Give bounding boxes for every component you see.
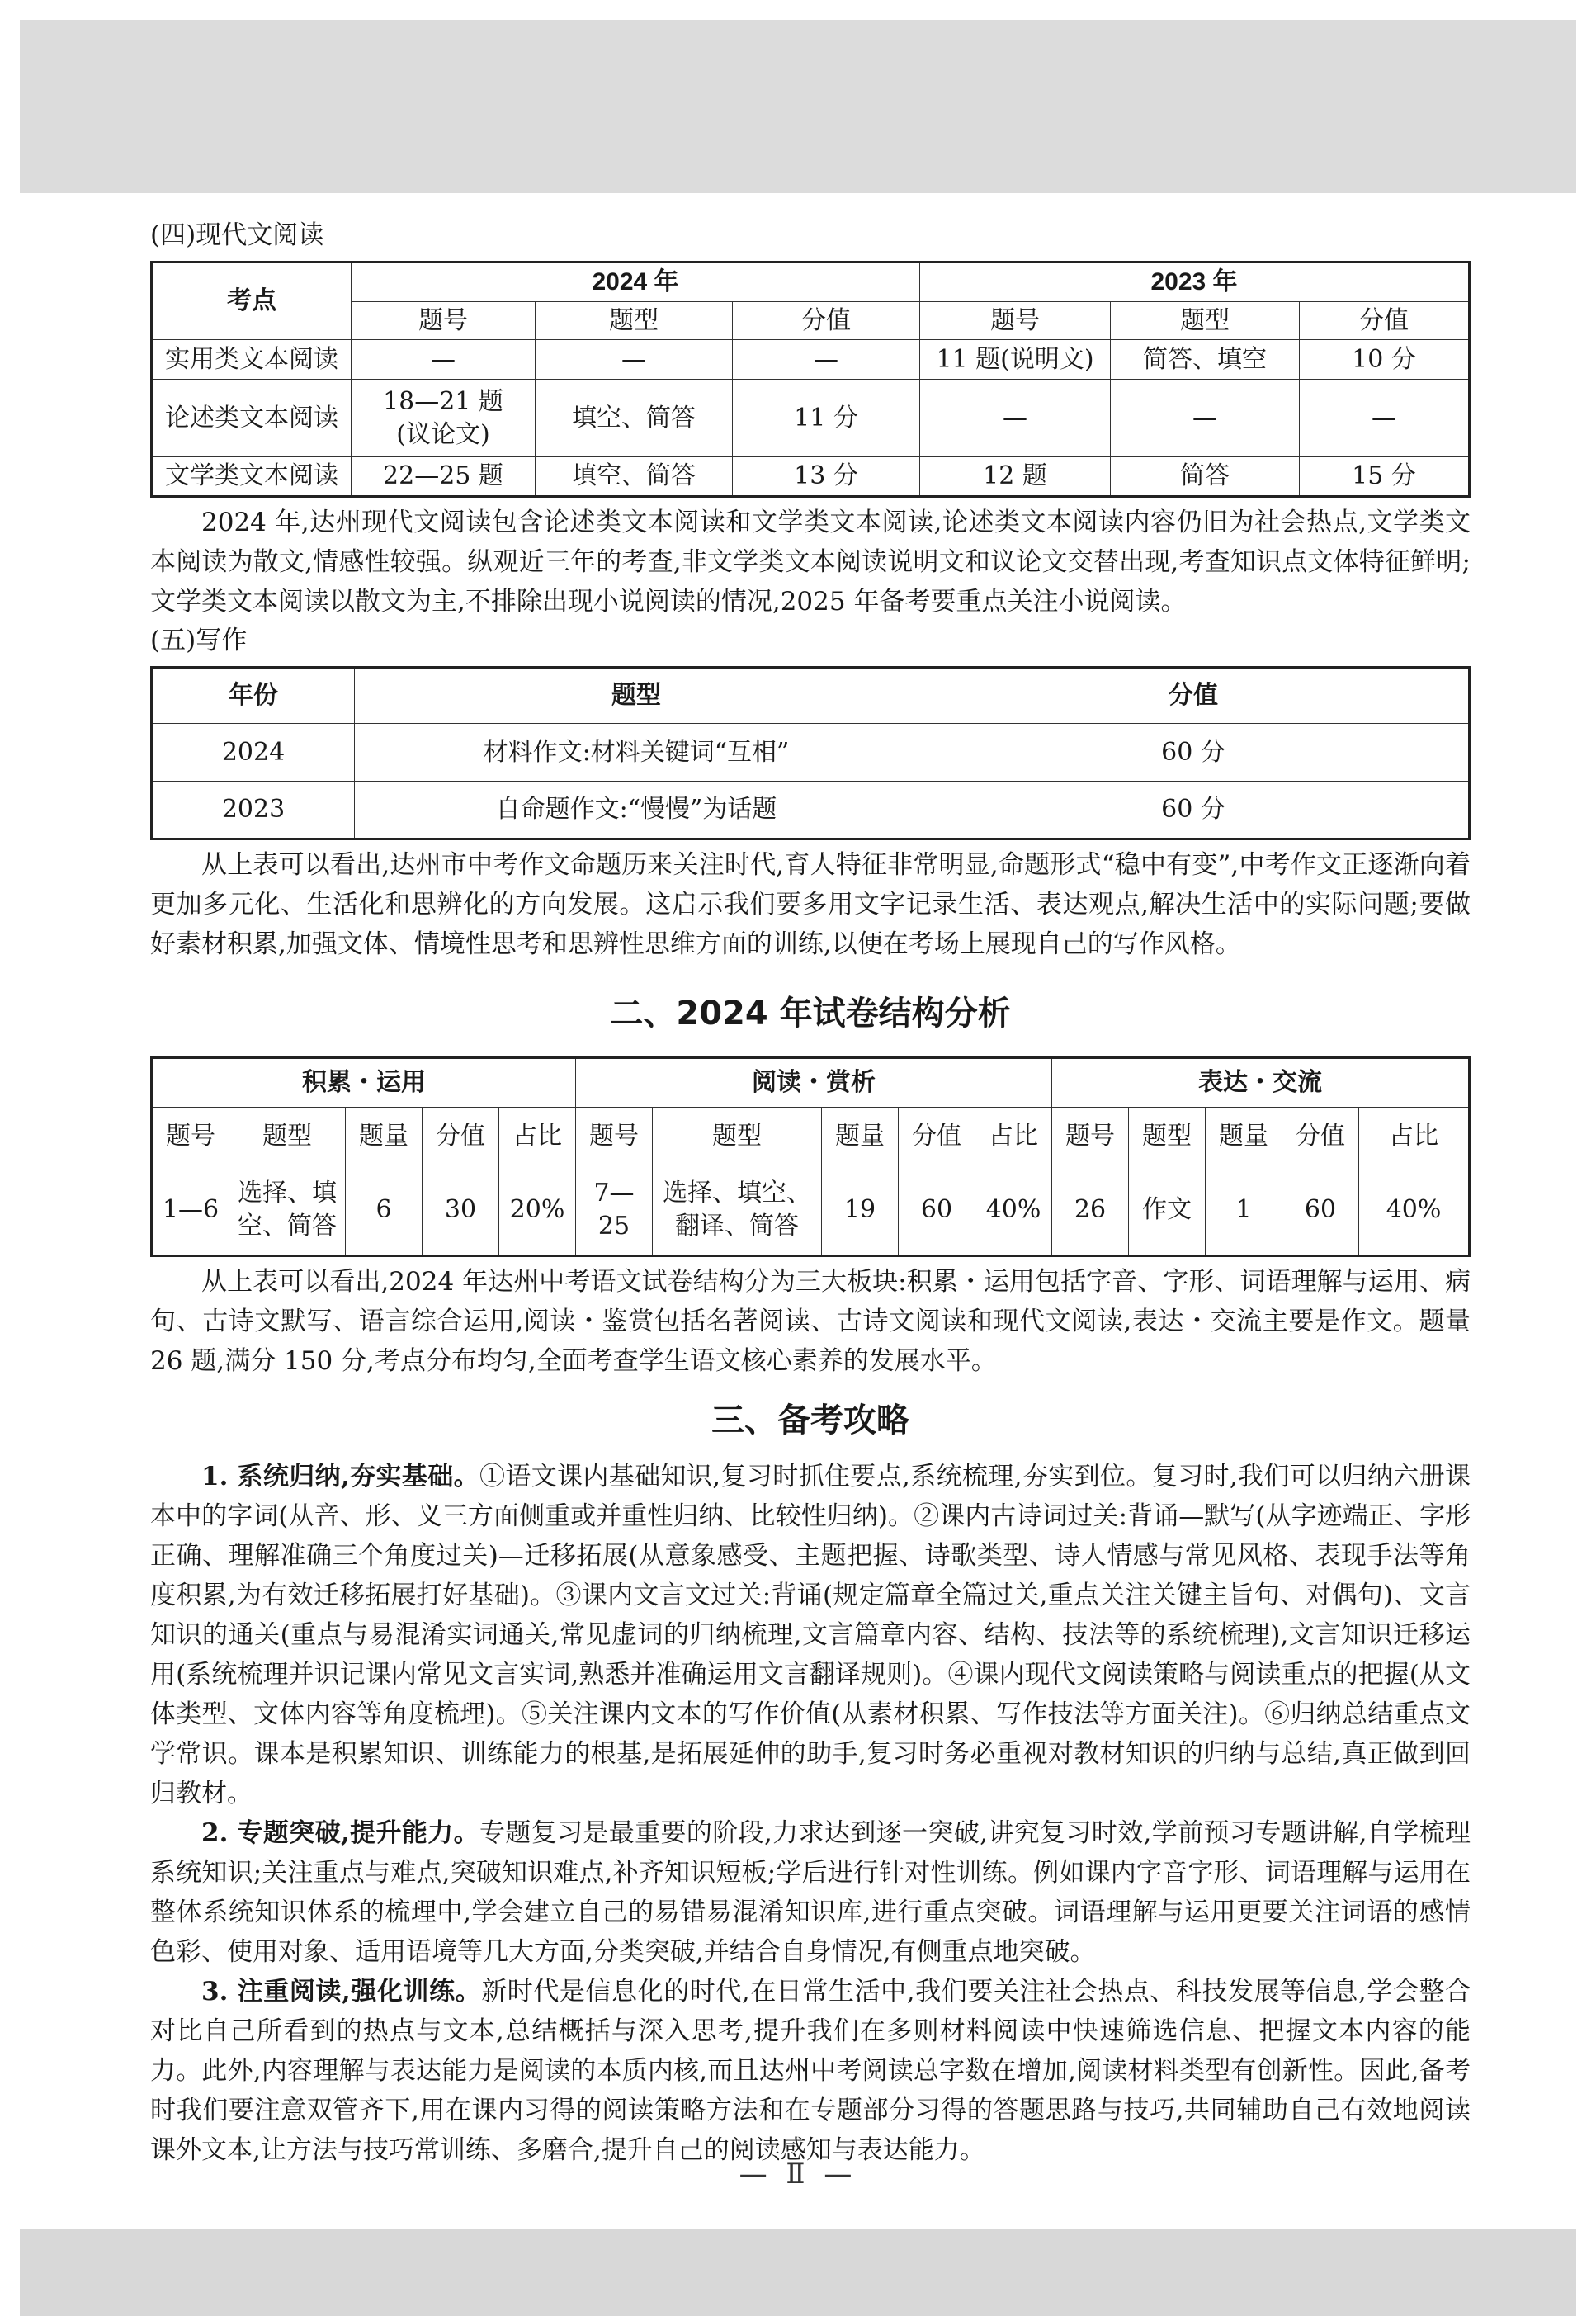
part3-title: 三、备考攻略 [711, 1401, 909, 1439]
table-cell: 13 分 [733, 457, 920, 497]
table-cell: 19 [822, 1165, 899, 1256]
col-header: 题型 [355, 668, 918, 724]
table-cell: 作文 [1129, 1165, 1206, 1256]
table-cell: 60 分 [918, 724, 1470, 782]
col-header: 占比 [499, 1108, 576, 1165]
table-cell: 12 题 [920, 457, 1111, 497]
table-cell: — [352, 340, 536, 380]
section5-heading: (五)写作 [150, 626, 248, 655]
table-cell: 填空、简答 [536, 457, 733, 497]
table-cell: 60 分 [918, 782, 1470, 839]
table-cell: 30 [423, 1165, 499, 1256]
table-cell: 2024 [152, 724, 355, 782]
group-header: 阅读・赏析 [576, 1058, 1052, 1108]
strategy-text: 新时代是信息化的时代,在日常生活中,我们要关注社会热点、科技发展等信息,学会整合对比自己所看到的热点与文本,总结概括与深入思考,提升我们在多则材料阅读中快速筛选信息、把握文本内容的能力。此外,内容理解与表达能力是阅读的本质内核,而且达州中考阅读总字数在增加,阅读材料类型有创新性。因此,备考时我们要注意双管齐下,用在课内习得的阅读策略方法和在专题部分习得的答题思路与技巧,共同辅助自己有效地阅读课外文本,让方法与技巧常训练、多磨合,提升自己的阅读感知与表达能力。 [150, 1977, 1471, 2165]
table-cell: 20% [499, 1165, 576, 1256]
strategy-item-2 [150, 1813, 1471, 1972]
col-header: 分值 [423, 1108, 499, 1165]
table-cell: 简答 [1111, 457, 1300, 497]
table-cell: 材料作文:材料关键词“互相” [355, 724, 918, 782]
strategy-lead: 2. 专题突破,提升能力。 [201, 1818, 479, 1848]
col-header: 题号 [152, 1108, 229, 1165]
table-cell: — [1300, 380, 1470, 457]
col-header: 题型 [653, 1108, 822, 1165]
table-cell: 选择、填 空、简答 [229, 1165, 346, 1256]
strategy-item-3 [150, 1972, 1471, 2170]
table-cell: 11 题(说明文) [920, 340, 1111, 380]
section4-heading: (四)现代文阅读 [150, 220, 324, 250]
col-header: 分值 [899, 1108, 975, 1165]
col-header: 占比 [1359, 1108, 1470, 1165]
strategy-lead: 1. 系统归纳,夯实基础。 [201, 1462, 479, 1491]
bottom-scan-band [20, 2229, 1576, 2316]
strategy-lead: 3. 注重阅读,强化训练。 [201, 1977, 482, 2006]
col-header: 题型 [536, 302, 733, 340]
table-cell: — [920, 380, 1111, 457]
table-row [152, 340, 1470, 380]
col-header: 题型 [229, 1108, 346, 1165]
col-header: 题量 [822, 1108, 899, 1165]
col-header: 占比 [975, 1108, 1052, 1165]
table-cell: 论述类文本阅读 [152, 380, 352, 457]
table-row [152, 380, 1470, 457]
table-cell: — [536, 340, 733, 380]
col-header: 题号 [920, 302, 1111, 340]
part2-title: 二、2024 年试卷结构分析 [610, 995, 1011, 1033]
col-header: 分值 [1300, 302, 1470, 340]
section4-paragraph: 2024 年,达州现代文阅读包含论述类文本阅读和文学类文本阅读,论述类文本阅读内容仍旧为社会热点,文学类文本阅读为散文,情感性较强。纵观近三年的考查,非文学类文本阅读说明文和议论文交替出现,考查知识点文体特征鲜明;文学类文本阅读以散文为主,不排除出现小说阅读的情况,2025 年备考要重点关注小说阅读。 [150, 508, 1471, 617]
table-row [152, 724, 1470, 782]
col-header: 分值 [918, 668, 1470, 724]
table-cell: 26 [1052, 1165, 1129, 1256]
table-cell: 15 分 [1300, 457, 1470, 497]
col-header: 题型 [1129, 1108, 1206, 1165]
table-cell: 11 分 [733, 380, 920, 457]
table-cell: 40% [975, 1165, 1052, 1256]
strategy-text: 专题复习是最重要的阶段,力求达到逐一突破,讲究复习时效,学前预习专题讲解,自学梳理系统知识;关注重点与难点,突破知识难点,补齐知识短板;学后进行针对性训练。例如课内字音字形、词语理解与运用在整体系统知识体系的梳理中,学会建立自己的易错易混淆知识库,进行重点突破。词语理解与运用更要关注词语的感情色彩、使用对象、适用语境等几大方面,分类突破,并结合自身情况,有侧重点地突破。 [150, 1818, 1471, 1967]
col-header: 分值 [733, 302, 920, 340]
table-cell: 6 [346, 1165, 423, 1256]
table-cell: 自命题作文:“慢慢”为话题 [355, 782, 918, 839]
col-header: 题量 [1206, 1108, 1282, 1165]
section5-paragraph: 从上表可以看出,达州市中考作文命题历来关注时代,育人特征非常明显,命题形式“稳中有变”,中考作文正逐渐向着更加多元化、生活化和思辨化的方向发展。这启示我们要多用文字记录生活、表达观点,解决生活中的实际问题;要做好素材积累,加强文体、情境性思考和思辨性思维方面的训练,以便在考场上展现自己的写作风格。 [150, 850, 1471, 959]
table-cell: 文学类文本阅读 [152, 457, 352, 497]
table-row [152, 1165, 1470, 1256]
table-cell: 填空、简答 [536, 380, 733, 457]
table-cell: 40% [1359, 1165, 1470, 1256]
table-cell: — [733, 340, 920, 380]
table-cell: 60 [1282, 1165, 1359, 1256]
table-cell: 1 [1206, 1165, 1282, 1256]
table-row [152, 782, 1470, 839]
year-2023-header: 2023 年 [920, 262, 1470, 302]
strategy-item-1 [150, 1457, 1471, 1813]
top-scan-band [20, 20, 1576, 193]
table-cell: — [1111, 380, 1300, 457]
col-header: 题号 [1052, 1108, 1129, 1165]
col-header: 分值 [1282, 1108, 1359, 1165]
table-cell: 60 [899, 1165, 975, 1256]
table-row [152, 457, 1470, 497]
strategy-text: ①语文课内基础知识,复习时抓住要点,系统梳理,夯实到位。复习时,我们可以归纳六册课本中的字词(从音、形、义三方面侧重或并重性归纳、比较性归纳)。②课内古诗词过关:背诵—默写(从字迹端正、字形正确、理解准确三个角度过关)—迁移拓展(从意象感受、主题把握、诗歌类型、诗人情感与常见风格、表现手法等角度积累,为有效迁移拓展打好基础)。③课内文言文过关:背诵(规定篇章全篇过关,重点关注关键主旨句、对偶句)、文言知识的通关(重点与易混淆实词通关,常见虚词的归纳梳理,文言篇章内容、结构、技法等的系统梳理),文言知识迁移运用(系统梳理并识记课内常见文言实词,熟悉并准确运用文言翻译规则)。④课内现代文阅读策略与阅读重点的把握(从文体类型、文体内容等角度梳理)。⑤关注课内文本的写作价值(从素材积累、写作技法等方面关注)。⑥归纳总结重点文学常识。课本是积累知识、训练能力的根基,是拓展延伸的助手,复习时务必重视对教材知识的归纳与总结,真正做到回归教材。 [150, 1462, 1471, 1808]
year-2024-header: 2024 年 [352, 262, 920, 302]
col-header: 年份 [152, 668, 355, 724]
group-header: 积累・运用 [152, 1058, 576, 1108]
writing-table [150, 666, 1471, 840]
col-header: 题型 [1111, 302, 1300, 340]
table-cell: 1—6 [152, 1165, 229, 1256]
kaodian-header: 考点 [152, 262, 352, 340]
page-content [150, 216, 1471, 2170]
col-header: 题量 [346, 1108, 423, 1165]
table-cell: 实用类文本阅读 [152, 340, 352, 380]
table-cell: 22—25 题 [352, 457, 536, 497]
col-header: 题号 [352, 302, 536, 340]
table-cell: 7—25 [576, 1165, 653, 1256]
reading-table [150, 261, 1471, 498]
group-header: 表达・交流 [1052, 1058, 1470, 1108]
table-cell: 18—21 题 (议论文) [352, 380, 536, 457]
col-header: 题号 [576, 1108, 653, 1165]
structure-table [150, 1056, 1471, 1257]
table-cell: 简答、填空 [1111, 340, 1300, 380]
page-number: — Ⅱ — [739, 2158, 857, 2191]
table-cell: 10 分 [1300, 340, 1470, 380]
table-cell: 2023 [152, 782, 355, 839]
part2-paragraph: 从上表可以看出,2024 年达州中考语文试卷结构分为三大板块:积累・运用包括字音、字形、词语理解与运用、病句、古诗文默写、语言综合运用,阅读・鉴赏包括名著阅读、古诗文阅读和现代文阅读,表达・交流主要是作文。题量 26 题,满分 150 分,考点分布均匀,全面考查学生语文核心素养的发展水平。 [150, 1267, 1471, 1376]
table-cell: 选择、填空、 翻译、简答 [653, 1165, 822, 1256]
